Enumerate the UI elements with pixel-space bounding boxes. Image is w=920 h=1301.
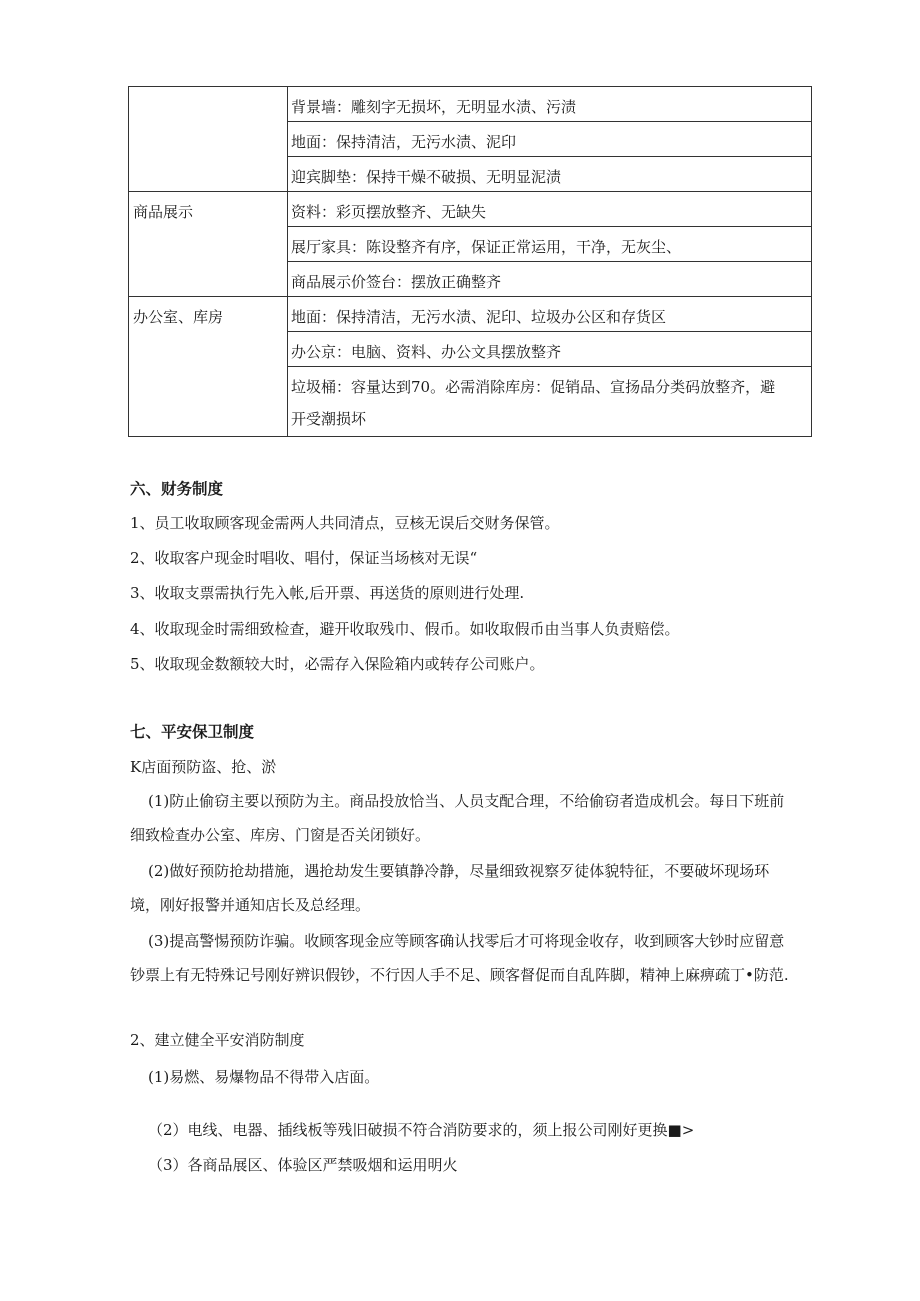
table-cell: 垃圾桶：容量达到70。必需消除库房：促销品、宣扬品分类码放整齐，避开受潮损坏 — [291, 378, 776, 428]
table-cell: 地面：保持清洁，无污水渍、泥印、垃圾办公区和存货区 — [291, 308, 667, 326]
subsection-title: 2、建立健全平安消防制度 — [130, 1031, 305, 1049]
row-divider — [287, 226, 811, 227]
row-divider — [287, 121, 811, 122]
table-category-label: 办公室、库房 — [133, 308, 224, 326]
table-cell: 办公京：电脑、资料、办公文具摆放整齐 — [291, 343, 562, 361]
security-paragraph: (2)做好预防抢劫措施，遇抢劫发生要镇静冷静，尽量细致视察歹徒体貌特征，不要破坏现场环境，刚好报警并通知店长及总经理。 — [130, 862, 770, 914]
inspection-table — [128, 86, 812, 437]
subsection-title: K店面预防盗、抢、淤 — [130, 758, 277, 776]
row-divider — [287, 261, 811, 262]
table-cell: 商品展示价签台：摆放正确整齐 — [291, 273, 502, 291]
fire-safety-item: （3）各商品展区、体验区严禁吸烟和运用明火 — [148, 1156, 458, 1174]
table-cell: 资料：彩页摆放整齐、无缺失 — [291, 203, 487, 221]
table-category-label: 商品展示 — [133, 203, 194, 221]
table-cell: 背景墙：雕刻字无损坏，无明显水渍、污渍 — [291, 98, 577, 116]
finance-item: 3、收取支票需执行先入帐,后开票、再送货的原则进行处理. — [130, 584, 525, 602]
finance-item: 4、收取现金时需细致检查，避开收取残巾、假币。如收取假币由当事人负责赔偿。 — [130, 620, 680, 638]
security-paragraph: (3)提高警惕预防诈骗。收顾客现金应等顾客确认找零后才可将现金收存，收到顾客大钞时应留意钞票上有无特殊记号刚好辨识假钞，不行因人手不足、顾客督促而自乱阵脚，精神上麻痹疏丁•防范. — [130, 932, 789, 984]
group-divider — [129, 191, 811, 192]
finance-item: 2、收取客户现金时唱收、唱付，保证当场核对无误“ — [130, 549, 478, 567]
table-cell: 迎宾脚垫：保持干燥不破损、无明显泥渍 — [291, 168, 562, 186]
section-heading-finance: 六、财务制度 — [130, 480, 224, 498]
security-paragraph: (1)防止偷窃主要以预防为主。商品投放恰当、人员支配合理，不给偷窃者造成机会。每日下班前细致检查办公室、库房、门窗是否关闭锁好。 — [130, 792, 785, 844]
fire-safety-item: （2）电线、电器、插线板等残旧破损不符合消防要求的，须上报公司刚好更换■> — [148, 1121, 695, 1139]
table-cell: 展厅家具：陈设整齐有序，保证正常运用，干净，无灰尘、 — [291, 238, 682, 256]
section-heading-security: 七、平安保卫制度 — [130, 723, 255, 741]
row-divider — [287, 366, 811, 367]
fire-safety-item: (1)易燃、易爆物品不得带入店面。 — [148, 1068, 380, 1086]
finance-item: 5、收取现金数额较大时，必需存入保险箱内或转存公司账户。 — [130, 655, 545, 673]
finance-item: 1、员工收取顾客现金需两人共同清点，豆核无误后交财务保管。 — [130, 514, 560, 532]
row-divider — [287, 156, 811, 157]
group-divider — [129, 296, 811, 297]
row-divider — [287, 331, 811, 332]
table-cell: 地面：保持清洁，无污水渍、泥印 — [291, 133, 517, 151]
